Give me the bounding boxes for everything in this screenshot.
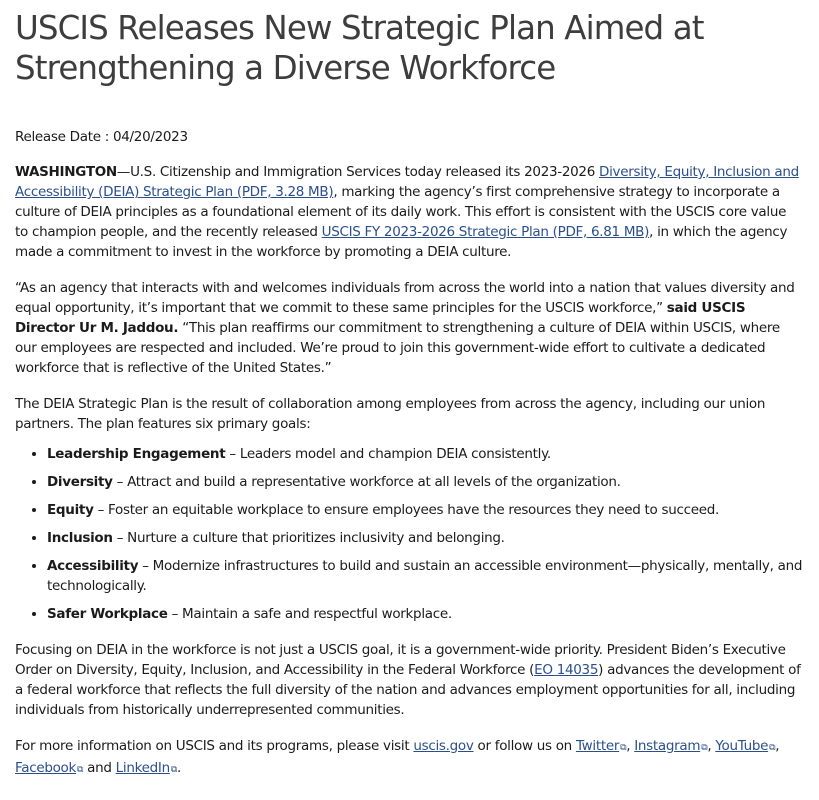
list-item [47, 472, 803, 492]
release-date [15, 127, 803, 147]
facebook-label: Facebook [15, 760, 77, 776]
linkedin-link[interactable] [116, 760, 177, 776]
goal-name: Inclusion [47, 530, 113, 546]
intro-text-3: , in which the agency made a commitment to invest in the workforce by promoting a DEIA culture. [15, 224, 788, 260]
twitter-link[interactable] [576, 738, 626, 754]
paragraph-more-info [15, 736, 803, 780]
instagram-link[interactable] [634, 738, 707, 754]
page-title: USCIS Releases New Strategic Plan Aimed at Strengthening a Diverse Workforce [15, 9, 704, 87]
goal-name: Accessibility [47, 558, 139, 574]
list-item [47, 604, 803, 624]
goal-name: Equity [47, 502, 94, 518]
release-date-value: 04/20/2023 [112, 129, 188, 145]
goal-desc: – Foster an equitable workplace to ensure employees have the resources they need to succeed. [93, 502, 719, 518]
paragraph-intro [15, 162, 803, 262]
external-link-icon: ⧉ [620, 743, 627, 753]
uscis-gov-link[interactable]: uscis.gov [413, 738, 474, 754]
youtube-link[interactable] [715, 738, 775, 754]
external-link-icon: ⧉ [701, 743, 708, 753]
goal-desc: – Leaders model and champion DEIA consistently. [225, 446, 551, 462]
separator: , [626, 738, 635, 754]
priority-text-2: ) advances the development of a federal workforce that reflects the full diversity of the nation and advances employment opportunities for all, including individuals from historically underrepresented communities. [15, 662, 801, 718]
priority-text-1: Focusing on DEIA in the workforce is not just a USCIS goal, it is a government-wide priority. President Biden’s Executive Order on Diversity, Equity, Inclusion, and Accessibility in the Federal Workforce ( [15, 642, 786, 678]
separator: , [707, 738, 716, 754]
more-info-text-3: and [83, 760, 116, 776]
twitter-label: Twitter [575, 738, 620, 754]
separator: , [775, 738, 780, 754]
list-item [47, 444, 803, 464]
goal-desc: – Modernize infrastructures to build and sustain an accessible environment—physically, mentally, and technologically. [47, 558, 803, 594]
goal-desc: – Attract and build a representative workforce at all levels of the organization. [112, 474, 621, 490]
goal-name: Leadership Engagement [47, 446, 226, 462]
instagram-label: Instagram [634, 738, 701, 754]
more-info-text-1: For more information on USCIS and its programs, please visit [15, 738, 414, 754]
facebook-link[interactable] [15, 760, 83, 776]
linkedin-label: LinkedIn [115, 760, 170, 776]
paragraph-quote [15, 278, 803, 378]
more-info-text-2: or follow us on [473, 738, 576, 754]
goals-list [15, 444, 803, 624]
intro-text-2: , marking the agency’s first comprehensive strategy to incorporate a culture of DEIA principles as a foundational element of its daily work. This effort is consistent with the USCIS core value to champion people, and the recently released [15, 184, 787, 240]
paragraph-goals-intro: The DEIA Strategic Plan is the result of collaboration among employees from across the agency, including our union partners. The plan features six primary goals: [15, 396, 766, 432]
intro-text-1: —U.S. Citizenship and Immigration Services today released its 2023-2026 [116, 164, 599, 180]
external-link-icon: ⧉ [77, 765, 84, 775]
quote-text-2: “This plan reaffirms our commitment to strengthening a culture of DEIA within USCIS, where our employees are respected and included. We’re proud to join this government-wide effort to cultivate a dedicated workforce that is reflective of the United States.” [15, 320, 780, 376]
list-item [47, 500, 803, 520]
goal-name: Safer Workplace [47, 606, 168, 622]
list-item [47, 528, 803, 548]
paragraph-government-priority [15, 640, 803, 720]
goal-desc: – Nurture a culture that prioritizes inclusivity and belonging. [112, 530, 505, 546]
youtube-label: YouTube [715, 738, 769, 754]
uscis-strategic-plan-link[interactable]: USCIS FY 2023-2026 Strategic Plan (PDF, 6.81 MB) [321, 224, 650, 240]
goal-desc: – Maintain a safe and respectful workplace. [167, 606, 452, 622]
period: . [177, 760, 181, 776]
goal-name: Diversity [47, 474, 113, 490]
deia-strategic-plan-link[interactable]: Diversity, Equity, Inclusion and Accessibility (DEIA) Strategic Plan (PDF, 3.28 MB) [15, 164, 799, 200]
quote-text-1: “As an agency that interacts with and welcomes individuals from across the world into a nation that values diversity and equal opportunity, it’s important that we commit to these same principles for the USCIS workforce,” [15, 280, 795, 316]
release-date-label: Release Date : [15, 129, 109, 145]
external-link-icon: ⧉ [769, 743, 776, 753]
quote-speaker: said USCIS Director Ur M. Jaddou. [15, 300, 746, 336]
eo-14035-link[interactable]: EO 14035 [534, 662, 599, 678]
external-link-icon: ⧉ [170, 765, 177, 775]
dateline: WASHINGTON [15, 164, 117, 180]
list-item [47, 556, 803, 596]
